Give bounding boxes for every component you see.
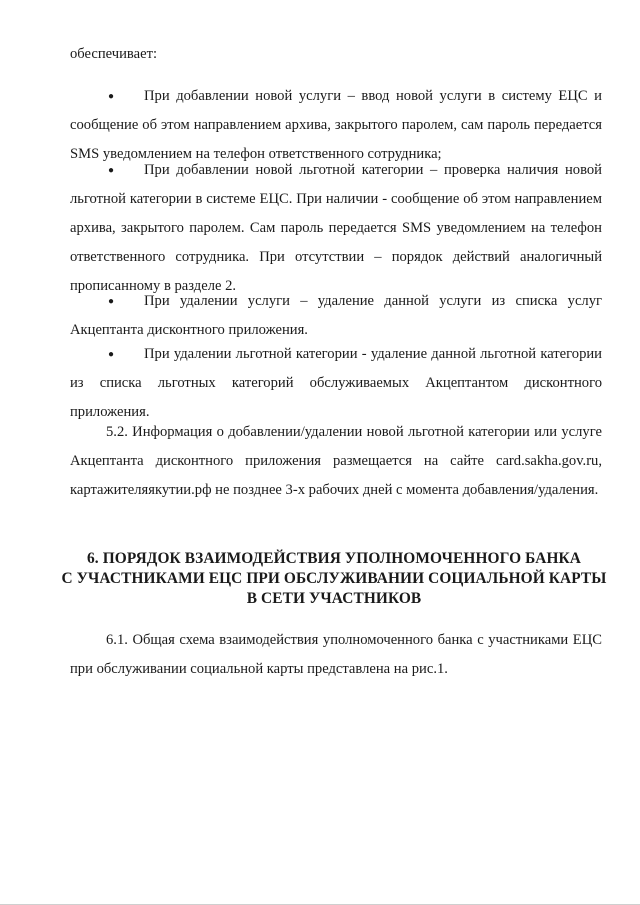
section-heading-line: 6. ПОРЯДОК ВЗАИМОДЕЙСТВИЯ УПОЛНОМОЧЕННОГО БАНКА <box>87 550 581 567</box>
bullet-text: При удалении льготной категории - удаление данной льготной категории из списка льготных категорий обслуживаемых Акцептантом дисконтного приложения. <box>70 346 602 420</box>
paragraph-5-2: 5.2. Информация о добавлении/удалении новой льготной категории или услуге Акцептанта дисконтного приложения размещается на сайте card.sakha.gov.ru, картажителяякутии.рф не позднее 3-х рабочих дней с момента добавления/удаления. <box>70 424 602 498</box>
section-heading <box>60 549 608 609</box>
bullet-icon: ● <box>108 296 115 307</box>
bullet-item-remove-service <box>70 287 602 345</box>
section-heading-line: В СЕТИ УЧАСТНИКОВ <box>246 590 422 607</box>
bullet-item-add-category <box>70 156 602 301</box>
bullet-text: При добавлении новой льготной категории – проверка наличия новой льготной категории в системе ЕЦС. При наличии - сообщение об этом направлением архива, закрытого паролем. Сам пароль передается SMS уведомлением на телефон ответственного сотрудника. При отсутствии – порядок действий аналогичный прописанному в разделе 2. <box>70 162 602 294</box>
bullet-icon: ● <box>108 91 115 102</box>
bullet-icon: ● <box>108 349 115 360</box>
intro-text: обеспечивает: <box>70 46 158 62</box>
paragraph-6-1: 6.1. Общая схема взаимодействия уполномоченного банка с участниками ЕЦС при обслуживании социальной карты представлена на рис.1. <box>70 632 602 677</box>
bullet-item-remove-category <box>70 340 602 427</box>
bullet-text: При удалении услуги – удаление данной услуги из списка услуг Акцептанта дисконтного приложения. <box>70 293 602 338</box>
section-heading-line: С УЧАСТНИКАМИ ЕЦС ПРИ ОБСЛУЖИВАНИИ СОЦИАЛЬНОЙ КАРТЫ <box>61 570 607 587</box>
bullet-text: При добавлении новой услуги – ввод новой услуги в систему ЕЦС и сообщение об этом направлением архива, закрытого паролем, сам пароль передается SMS уведомлением на телефон ответственного сотрудника; <box>70 88 602 162</box>
bullet-icon: ● <box>108 165 115 176</box>
